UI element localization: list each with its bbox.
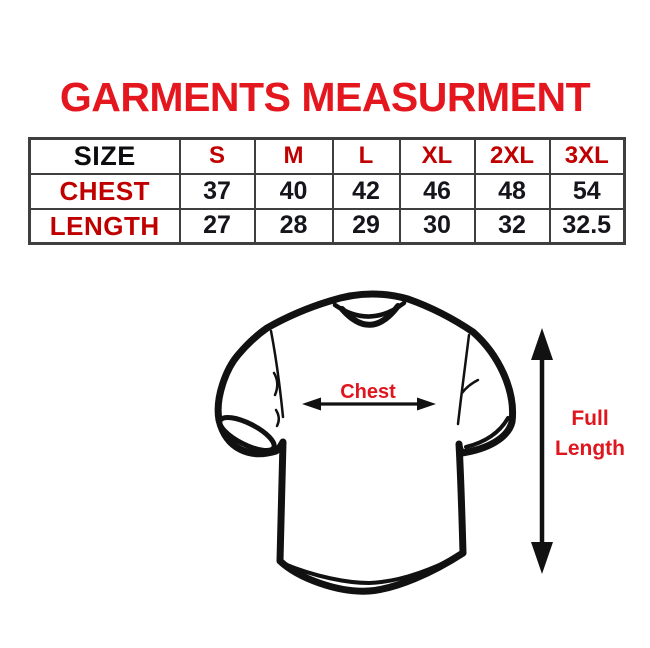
chest-value-2xl: 48 bbox=[475, 174, 550, 209]
length-value-s: 27 bbox=[180, 209, 255, 244]
tshirt-illustration bbox=[180, 272, 530, 602]
chest-value-3xl: 54 bbox=[550, 174, 625, 209]
full-length-dimension-label: Full Length bbox=[555, 407, 625, 460]
column-header-3xl: 3XL bbox=[550, 139, 625, 174]
length-value-m: 28 bbox=[255, 209, 333, 244]
size-header-cell: SIZE bbox=[30, 139, 180, 174]
chest-value-m: 40 bbox=[255, 174, 333, 209]
length-value-3xl: 32.5 bbox=[550, 209, 625, 244]
length-row bbox=[30, 209, 625, 244]
page-title: GARMENTS MEASURMENT bbox=[59, 74, 591, 120]
length-value-2xl: 32 bbox=[475, 209, 550, 244]
column-header-xl: XL bbox=[400, 139, 475, 174]
chest-value-s: 37 bbox=[180, 174, 255, 209]
chest-row-label: CHEST bbox=[30, 174, 180, 209]
chest-row bbox=[30, 174, 625, 209]
chest-dimension-label: Chest bbox=[340, 381, 396, 403]
chest-value-l: 42 bbox=[333, 174, 400, 209]
length-row-label: LENGTH bbox=[30, 209, 180, 244]
column-header-l: L bbox=[333, 139, 400, 174]
column-header-m: M bbox=[255, 139, 333, 174]
chest-value-xl: 46 bbox=[400, 174, 475, 209]
size-chart-table bbox=[28, 137, 626, 245]
table-header-row bbox=[30, 139, 625, 174]
length-value-l: 29 bbox=[333, 209, 400, 244]
column-header-2xl: 2XL bbox=[475, 139, 550, 174]
column-header-s: S bbox=[180, 139, 255, 174]
length-value-xl: 30 bbox=[400, 209, 475, 244]
